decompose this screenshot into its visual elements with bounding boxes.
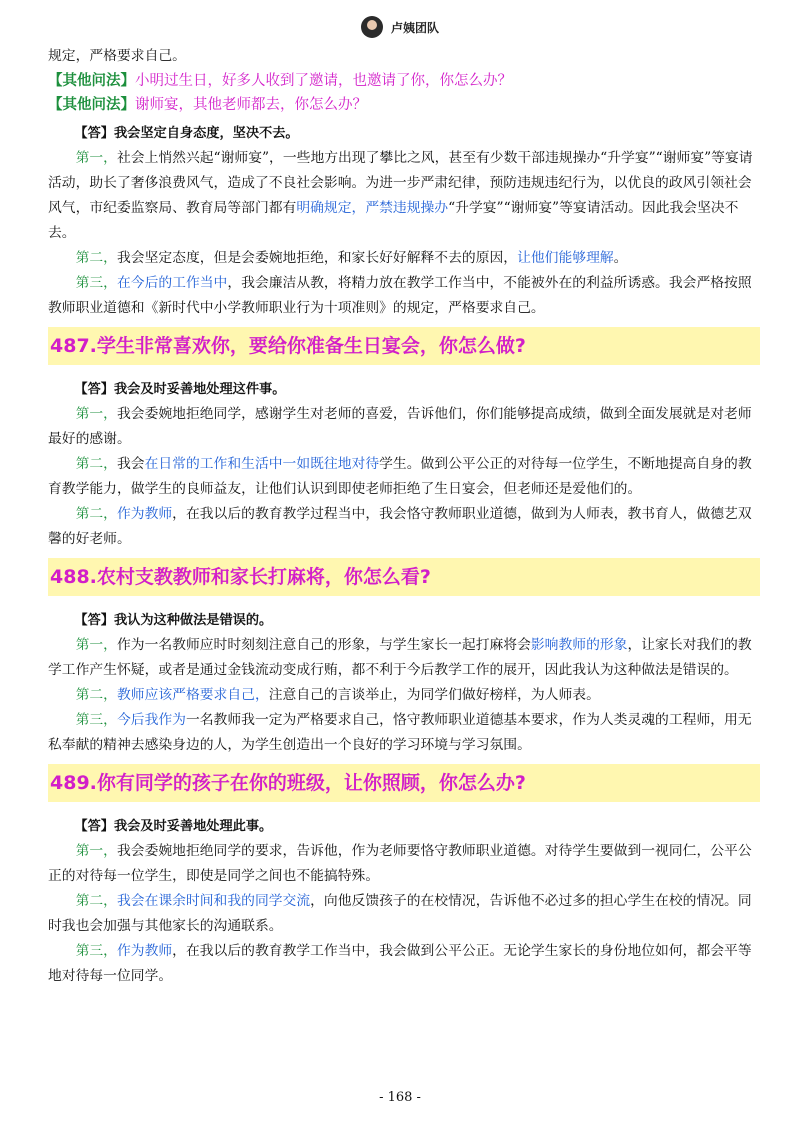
answer-paragraph bbox=[48, 633, 760, 683]
question-title-489: 489.你有同学的孩子在你的班级，让你照顾，你怎么办? bbox=[48, 764, 760, 802]
answer-heading: 【答】我会及时妥善地处理这件事。 bbox=[74, 382, 286, 397]
paragraph-text: 我会委婉地拒绝同学的要求，告诉他，作为老师要恪守教师职业道德。对待学生要做到一视同仁，公平公正的对待每一位学生，即使是同学之间也不能搞特殊。 bbox=[48, 843, 752, 884]
other-question bbox=[48, 69, 760, 93]
answer-paragraph bbox=[48, 839, 760, 889]
paragraph-text: “升学宴”“谢师宴”等宴请活动。因此我会坚决不去。 bbox=[48, 200, 739, 241]
brand-name: 卢姨团队 bbox=[390, 20, 439, 35]
answer-paragraph bbox=[48, 402, 760, 452]
other-question-text: 小明过生日，好多人收到了邀请，也邀请了你，你怎么办？ bbox=[135, 73, 512, 89]
highlight-text: 作为教师 bbox=[116, 943, 173, 959]
point-label: 第二， bbox=[75, 893, 117, 909]
highlight-text: 我会在课余时间和我的同学交流 bbox=[116, 893, 311, 909]
paragraph-text: ，向他反馈孩子的在校情况，告诉他不必过多的担心学生在校的情况。同时我也会加强与其他家长的沟通联系。 bbox=[48, 893, 752, 934]
answer-paragraph bbox=[48, 271, 760, 321]
answer-heading: 【答】我认为这种做法是错误的。 bbox=[74, 613, 273, 628]
paragraph-text: ，我会廉洁从教，将精力放在教学工作当中，不能被外在的利益所诱惑。我会严格按照教师职业道德和《新时代中小学教师职业行为十项准则》的规定，严格要求自己。 bbox=[48, 275, 752, 316]
highlight-text: 影响教师的形象 bbox=[530, 637, 628, 653]
answer-paragraph bbox=[48, 146, 760, 246]
answer-paragraph bbox=[48, 939, 760, 989]
page-number: - 168 - bbox=[379, 1090, 421, 1105]
paragraph-text: 作为一名教师应时时刻刻注意自己的形象，与学生家长一起打麻将会 bbox=[116, 637, 531, 653]
other-question-tag: 【其他问法】 bbox=[48, 97, 135, 113]
paragraph-text: 注意自己的言谈举止，为同学们做好榜样，为人师表。 bbox=[268, 687, 600, 703]
answer-paragraph bbox=[48, 683, 760, 708]
highlight-text: 今后我作为 bbox=[116, 712, 186, 728]
question-title-487: 487.学生非常喜欢你，要给你准备生日宴会，你怎么做? bbox=[48, 327, 760, 365]
other-question-tag: 【其他问法】 bbox=[48, 73, 135, 89]
highlight-text: 明确规定，严禁违规操办 bbox=[296, 200, 449, 216]
highlight-text: 教师应该严格要求自己， bbox=[116, 687, 269, 703]
point-label: 第二， bbox=[75, 687, 117, 703]
page-header bbox=[0, 12, 800, 42]
point-label: 第二， bbox=[75, 506, 117, 522]
paragraph-text: ，在我以后的教育教学过程当中，我会恪守教师职业道德，做到为人师表，教书育人，做德艺双馨的好老师。 bbox=[48, 506, 752, 547]
answer-paragraph bbox=[48, 246, 760, 271]
paragraph-text: 学生。做到公平公正的对待每一位学生，不断地提高自身的教育教学能力，做学生的良师益友，让他们认识到即使老师拒绝了生日宴会，但老师还是爱他们的。 bbox=[48, 456, 752, 497]
point-label: 第三， bbox=[75, 943, 117, 959]
paragraph-text: 。 bbox=[613, 250, 628, 266]
paragraph-text: 我会委婉地拒绝同学，感谢学生对老师的喜爱，告诉他们，你们能够提高成绩，做到全面发展就是对老师最好的感谢。 bbox=[48, 406, 752, 447]
point-label: 第三， bbox=[75, 712, 117, 728]
highlight-text: 在日常的工作和生活中一如既往地对待 bbox=[144, 456, 380, 472]
answer-heading: 【答】我会坚定自身态度，坚决不去。 bbox=[74, 126, 299, 141]
avatar bbox=[361, 16, 383, 38]
answer-paragraph bbox=[48, 708, 760, 758]
point-label: 第一， bbox=[75, 637, 117, 653]
paragraph-text: 一名教师我一定为严格要求自己，恪守教师职业道德基本要求，作为人类灵魂的工程师，用无私奉献的精神去感染身边的人，为学生创造出一个良好的学习环境与学习氛围。 bbox=[48, 712, 752, 753]
answer-paragraph bbox=[48, 889, 760, 939]
point-label: 第三， bbox=[75, 275, 117, 291]
intro-text: 规定，严格要求自己。 bbox=[48, 48, 186, 64]
paragraph-text: 社会上悄然兴起“谢师宴”，一些地方出现了攀比之风，甚至有少数干部违规操办“升学宴”“谢师宴”等宴请活动，助长了奢侈浪费风气，造成了不良社会影响。为进一步严肃纪律，预防违规违纪行为，以优良的政风引领社会风气，市纪委监察局、教育局等部门都有 bbox=[48, 150, 753, 216]
answer-heading: 【答】我会及时妥善地处理此事。 bbox=[74, 819, 273, 834]
answer-paragraph bbox=[48, 452, 760, 502]
point-label: 第一， bbox=[75, 150, 117, 166]
other-question-text: 谢师宴，其他老师都去，你怎么办？ bbox=[135, 97, 367, 113]
answer-paragraph bbox=[48, 502, 760, 552]
paragraph-text: ，在我以后的教育教学工作当中，我会做到公平公正。无论学生家长的身份地位如何，都会平等地对待每一位同学。 bbox=[48, 943, 752, 984]
paragraph-text: ，让家长对我们的教学工作产生怀疑，或者是通过金钱流动变成行贿，都不利于今后教学工作的展开，因此我认为这种做法是错误的。 bbox=[48, 637, 752, 678]
question-title-488: 488.农村支教教师和家长打麻将，你怎么看? bbox=[48, 558, 760, 596]
paragraph-text: 我会坚定态度，但是会委婉地拒绝，和家长好好解释不去的原因， bbox=[116, 250, 518, 266]
point-label: 第一， bbox=[75, 406, 117, 422]
page-content bbox=[48, 44, 760, 989]
other-question bbox=[48, 93, 760, 117]
highlight-text: 在今后的工作当中 bbox=[116, 275, 228, 291]
point-label: 第二， bbox=[75, 250, 117, 266]
highlight-text: 作为教师 bbox=[116, 506, 173, 522]
point-label: 第二， bbox=[75, 456, 117, 472]
paragraph-text: 我会 bbox=[116, 456, 145, 472]
highlight-text: 让他们能够理解 bbox=[517, 250, 614, 266]
point-label: 第一， bbox=[75, 843, 117, 859]
